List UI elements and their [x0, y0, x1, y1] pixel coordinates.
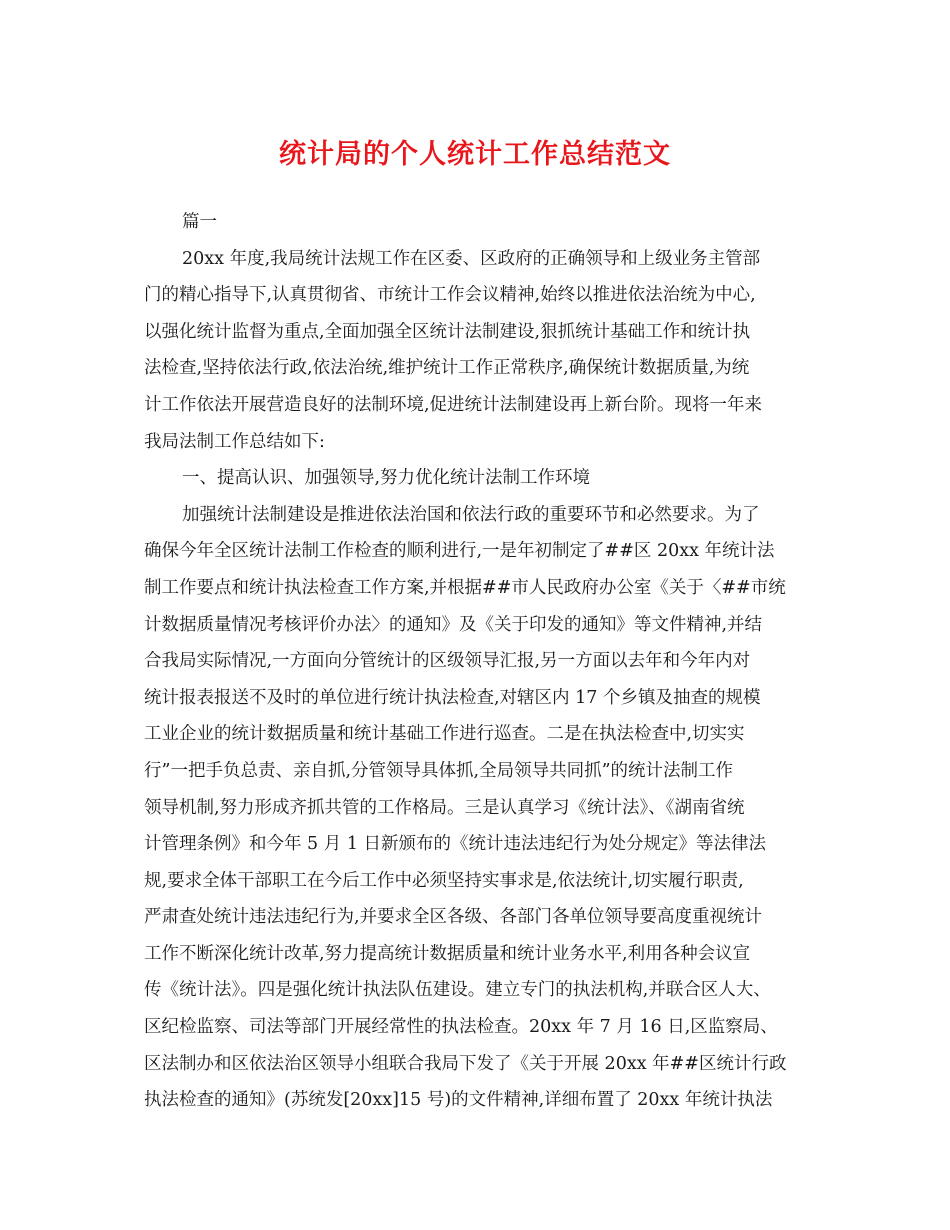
- document-body: [144, 204, 824, 1119]
- paragraph-line: 我局法制工作总结如下:: [144, 431, 325, 452]
- paragraph-line: 计管理条例》和今年 5 月 1 日新颁布的《统计违法违纪行为处分规定》等法律法: [144, 834, 767, 855]
- paragraph-line: 工业企业的统计数据质量和统计基础工作进行巡查。二是在执法检查中,切实实: [144, 724, 745, 745]
- paragraph-line: 规,要求全体干部职工在今后工作中必须坚持实事求是,依法统计,切实履行职责,: [144, 870, 744, 891]
- paragraph-line: 法检查,坚持依法行政,依法治统,维护统计工作正常秩序,确保统计数据质量,为统: [144, 358, 750, 379]
- paragraph-line: 加强统计法制建设是推进依法治国和依法行政的重要环节和必然要求。为了: [182, 504, 760, 525]
- paragraph-line: 合我局实际情况,一方面向分管统计的区级领导汇报,另一方面以去年和今年内对: [144, 651, 751, 672]
- paragraph-line: 20xx 年度,我局统计法规工作在区委、区政府的正确领导和上级业务主管部: [182, 248, 761, 269]
- section-heading: 篇一: [182, 212, 217, 232]
- paragraph-line: 门的精心指导下,认真贯彻省、市统计工作会议精神,始终以推进依法治统为中心,: [144, 285, 756, 306]
- paragraph-line: 行”一把手负总责、亲自抓,分管领导具体抓,全局领导共同抓”的统计法制工作: [144, 760, 734, 781]
- paragraph-line: 工作不断深化统计改革,努力提高统计数据质量和统计业务水平,利用各种会议宣: [144, 943, 751, 964]
- paragraph-line: 领导机制,努力形成齐抓共管的工作格局。三是认真学习《统计法》、《湖南省统: [144, 797, 745, 818]
- paragraph-line: 确保今年全区统计法制工作检查的顺利进行,一是年初制定了##区 20xx 年统计法: [144, 541, 775, 562]
- paragraph-line: 区法制办和区依法治区领导小组联合我局下发了《关于开展 20xx 年##区统计行政: [144, 1053, 787, 1074]
- paragraph-line: 传《统计法》。四是强化统计执法队伍建设。建立专门的执法机构,并联合区人大、: [144, 980, 771, 1001]
- subheading: 一、提高认识、加强领导,努力优化统计法制工作环境: [182, 468, 591, 489]
- paragraph-line: 计工作依法开展营造良好的法制环境,促进统计法制建设再上新台阶。现将一年来: [144, 394, 763, 415]
- paragraph-line: 区纪检监察、司法等部门开展经常性的执法检查。20xx 年 7 月 16 日,区监察局、: [144, 1017, 778, 1038]
- paragraph-line: 严肃查处统计违法违纪行为,并要求全区各级、各部门各单位领导要高度重视统计: [144, 907, 763, 928]
- paragraph-line: 制工作要点和统计执法检查工作方案,并根据##市人民政府办公室《关于〈##市统: [144, 577, 786, 598]
- document-title: 统计局的个人统计工作总结范文: [279, 139, 671, 170]
- paragraph-line: 计数据质量情况考核评价办法〉的通知》及《关于印发的通知》等文件精神,并结: [144, 614, 763, 635]
- paragraph-line: 以强化统计监督为重点,全面加强全区统计法制建设,狠抓统计基础工作和统计执: [144, 321, 751, 342]
- paragraph-line: 执法检查的通知》(苏统发[20xx]15 号)的文件精神,详细布置了 20xx 年统计执法: [144, 1090, 773, 1111]
- paragraph-line: 统计报表报送不及时的单位进行统计执法检查,对辖区内 17 个乡镇及抽查的规模: [144, 687, 761, 708]
